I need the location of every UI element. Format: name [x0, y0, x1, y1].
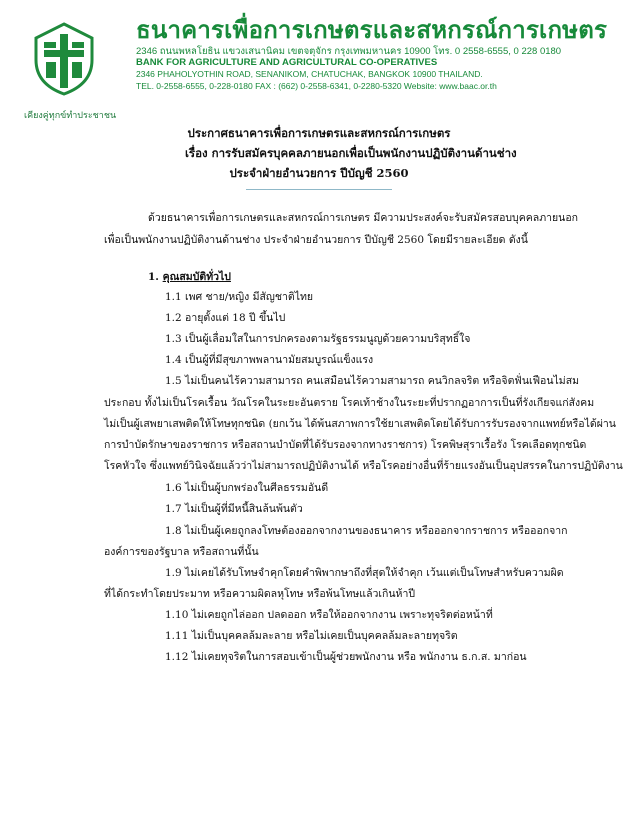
list-item: 1.12 ไม่เคยทุจริตในการสอบเข้าเป็นผู้ช่วยพนักงาน หรือ พนักงาน ธ.ก.ส. มาก่อน — [165, 651, 527, 663]
list-item-continuation: ไม่เป็นผู้เสพยาเสพติดให้โทษทุกชนิด (ยกเว้น ได้พ้นสภาพการใช้ยาเสพติดโดยได้รับการรับรองจากแพทย์หรือได้ผ่าน — [104, 418, 616, 430]
list-item-continuation: การบำบัดรักษาของราชการ หรือสถานบำบัดที่ได้รับรองจากทางราชการ) โรคพิษสุราเรื้อรัง โรคเลือดทุกชนิด — [104, 439, 587, 451]
list-item: 1.10 ไม่เคยถูกไล่ออก ปลดออก หรือให้ออกจากงาน เพราะทุจริตต่อหน้าที่ — [165, 609, 493, 621]
list-item: 1.9 ไม่เคยได้รับโทษจำคุกโดยคำพิพากษาถึงที่สุดให้จำคุก เว้นแต่เป็นโทษสำหรับความผิด — [165, 567, 564, 579]
list-item: 1.5 ไม่เป็นคนไร้ความสามารถ คนเสมือนไร้ความสามารถ คนวิกลจริต หรือจิตฟั่นเฟือนไม่สม — [165, 375, 580, 387]
list-item: 1.8 ไม่เป็นผู้เคยถูกลงโทษต้องออกจากงานของธนาคาร หรือออกจากราชการ หรือออกจาก — [165, 525, 568, 537]
title-divider — [246, 189, 392, 190]
baac-logo-icon — [32, 20, 96, 98]
announcement-subject: เรื่อง การรับสมัครบุคคลภายนอกเพื่อเป็นพนักงานปฏิบัติงานด้านช่าง — [185, 146, 517, 160]
list-item: 1.2 อายุตั้งแต่ 18 ปี ขึ้นไป — [165, 312, 286, 324]
list-item: 1.1 เพศ ชาย/หญิง มีสัญชาติไทย — [165, 291, 314, 303]
list-item: 1.4 เป็นผู้ที่มีสุขภาพพลานามัยสมบูรณ์แข็งแรง — [165, 354, 374, 366]
section-number: 1. — [148, 271, 159, 283]
intro-line-1: ด้วยธนาคารเพื่อการเกษตรและสหกรณ์การเกษตร มีความประสงค์จะรับสมัครสอบบุคคลภายนอก — [148, 212, 579, 224]
announcement-title: ประกาศธนาคารเพื่อการเกษตรและสหกรณ์การเกษตร — [187, 126, 451, 140]
list-item: 1.3 เป็นผู้เลื่อมใสในการปกครองตามรัฐธรรมนูญด้วยความบริสุทธิ์ใจ — [165, 333, 471, 345]
list-item-continuation: โรคหัวใจ ซึ่งแพทย์วินิจฉัยแล้วว่าไม่สามารถปฏิบัติงานได้ หรือโรคอย่างอื่นที่ร้ายแรงอันเป็นอุปสรรคในการปฏิบัติงาน — [104, 460, 623, 472]
bank-name-thai: ธนาคารเพื่อการเกษตรและสหกรณ์การเกษตร — [136, 15, 608, 44]
section-title: คุณสมบัติทั่วไป — [162, 271, 231, 283]
list-item: 1.7 ไม่เป็นผู้ที่มีหนี้สินล้นพ้นตัว — [165, 503, 303, 515]
list-item: 1.11 ไม่เป็นบุคคลล้มละลาย หรือไม่เคยเป็นบุคคลล้มละลายทุจริต — [165, 630, 458, 642]
address-thai: 2346 ถนนพหลโยธิน แขวงเสนานิคม เขตจตุจักร กรุงเทพมหานคร 10900 โทร. 0 2558-6555, 0 228 0180 — [136, 46, 562, 57]
list-item: 1.6 ไม่เป็นผู้บกพร่องในศีลธรรมอันดี — [165, 482, 329, 494]
intro-line-2: เพื่อเป็นพนักงานปฏิบัติงานด้านช่าง ประจำฝ่ายอำนวยการ ปีบัญชี 2560 โดยมีรายละเอียด ดังนี้ — [104, 234, 528, 246]
list-item-continuation: องค์การของรัฐบาล หรือสถานที่นั้น — [104, 546, 259, 558]
section-heading — [148, 272, 231, 283]
list-item-continuation: ประกอบ ทั้งไม่เป็นโรคเรื้อน วัณโรคในระยะอันตราย โรคเท้าช้างในระยะที่ปรากฏอาการเป็นที่รังเกียจแก่สังคม — [104, 397, 595, 409]
contact-line: TEL. 0-2558-6555, 0-228-0180 FAX : (662) 0-2558-6341, 0-2280-5320 Website: www.baac.or.th — [136, 81, 497, 91]
announcement-subtitle: ประจำฝ่ายอำนวยการ ปีบัญชี 2560 — [229, 166, 409, 180]
list-item-continuation: ที่ได้กระทำโดยประมาท หรือความผิดลหุโทษ หรือพ้นโทษแล้วเกินห้าปี — [104, 588, 416, 600]
address-english: 2346 PHAHOLYOTHIN ROAD, SENANIKOM, CHATUCHAK, BANGKOK 10900 THAILAND. — [136, 69, 483, 79]
bank-name-english: BANK FOR AGRICULTURE AND AGRICULTURAL CO-OPERATIVES — [136, 57, 438, 68]
letterhead — [10, 10, 630, 120]
logo-caption: เคียงคู่ทุกข์ทำประชาชน — [24, 111, 117, 121]
